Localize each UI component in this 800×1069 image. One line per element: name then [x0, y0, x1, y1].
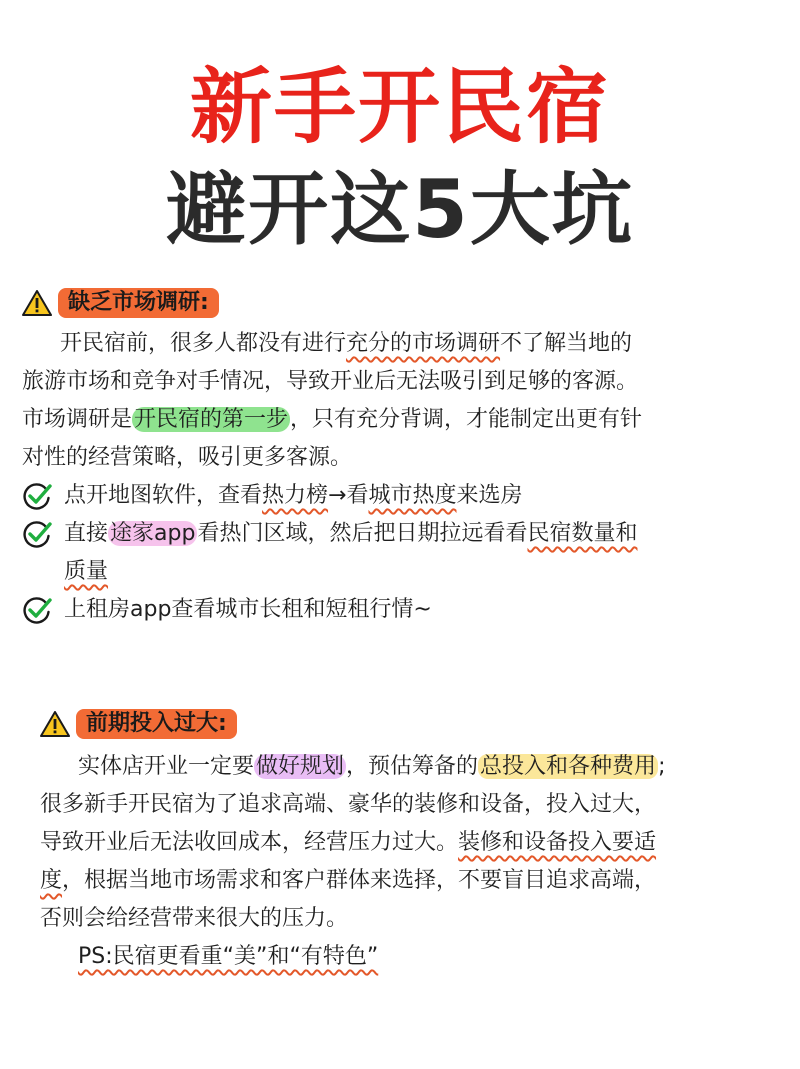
section-2-header	[40, 706, 665, 742]
warning-icon	[40, 710, 70, 738]
warning-icon	[22, 289, 52, 317]
highlight-pink: 途家app	[110, 521, 196, 546]
title-line-2: 避开这5大坑	[166, 163, 634, 256]
checklist-item-2	[22, 515, 642, 591]
section-initial-investment	[40, 706, 665, 976]
check-circle-icon	[22, 481, 52, 511]
text-span: ，只有充分背调，才能制定出更有针	[290, 407, 643, 432]
highlight-violet: 做好规划	[256, 754, 345, 779]
checklist-text	[64, 477, 523, 515]
section-2-heading: 前期投入过大:	[76, 709, 237, 739]
check-circle-icon	[22, 595, 52, 625]
section-1-header	[22, 285, 642, 321]
text-span: ，根据当地市场需求和客户群体来选择，不要盲目追求高端，	[62, 868, 657, 893]
text-span: 看热门区域，然后把日期拉远看看	[197, 521, 528, 546]
checklist-item-3	[22, 591, 642, 629]
section-2-paragraph-line-1	[40, 748, 665, 786]
title-line-1: 新手开民宿	[189, 60, 610, 155]
text-span: 实体店开业一定要	[78, 754, 255, 779]
section-1-paragraph-line-2: 旅游市场和竞争对手情况，导致开业后无法吸引到足够的客源。	[22, 369, 639, 394]
text-span: 点开地图软件，查看	[64, 483, 263, 508]
emphasis-wavy: 城市热度	[368, 483, 457, 508]
text-span: ;	[658, 754, 666, 779]
checklist-item-1	[22, 477, 642, 515]
section-2-paragraph-line-3	[40, 824, 665, 862]
section-2-ps-line	[40, 938, 665, 976]
emphasis-wavy: 质量	[64, 559, 109, 584]
section-market-research	[22, 285, 642, 629]
text-span: 不了解当地的	[500, 331, 633, 356]
text-span: 直接	[64, 521, 109, 546]
text-span: 开民宿前，很多人都没有进行	[60, 331, 347, 356]
section-2-paragraph-line-5: 否则会给经营带来很大的压力。	[40, 906, 349, 931]
section-2-paragraph-line-4	[40, 862, 665, 900]
emphasis-wavy: PS:民宿更看重“美”和“有特色”	[78, 944, 379, 969]
checklist-text: 上租房app查看城市长租和短租行情~	[64, 597, 432, 622]
text-span: 市场调研是	[22, 407, 133, 432]
emphasis-wavy: 度	[40, 868, 63, 893]
text-span: 导致开业后无法收回成本，经营压力过大。	[40, 830, 459, 855]
checklist-text	[64, 515, 637, 591]
emphasis-wavy: 热力榜	[262, 483, 329, 508]
section-1-paragraph-line-3	[22, 401, 642, 439]
section-1-paragraph-line-1	[22, 325, 642, 363]
highlight-green: 开民宿的第一步	[134, 407, 289, 432]
emphasis-wavy: 民宿数量和	[527, 521, 638, 546]
text-span: →看	[328, 483, 369, 508]
emphasis-wavy: 装修和设备投入要适	[458, 830, 657, 855]
highlight-yellow: 总投入和各种费用	[480, 754, 657, 779]
text-span: ，预估筹备的	[346, 754, 479, 779]
section-1-heading: 缺乏市场调研:	[58, 288, 219, 318]
section-2-paragraph-line-2: 很多新手开民宿为了追求高端、豪华的装修和设备，投入过大，	[40, 792, 657, 817]
emphasis-wavy: 充分的市场调研	[346, 331, 501, 356]
check-circle-icon	[22, 519, 52, 549]
section-1-paragraph-line-4: 对性的经营策略，吸引更多客源。	[22, 445, 353, 470]
text-span: 来选房	[456, 483, 523, 508]
